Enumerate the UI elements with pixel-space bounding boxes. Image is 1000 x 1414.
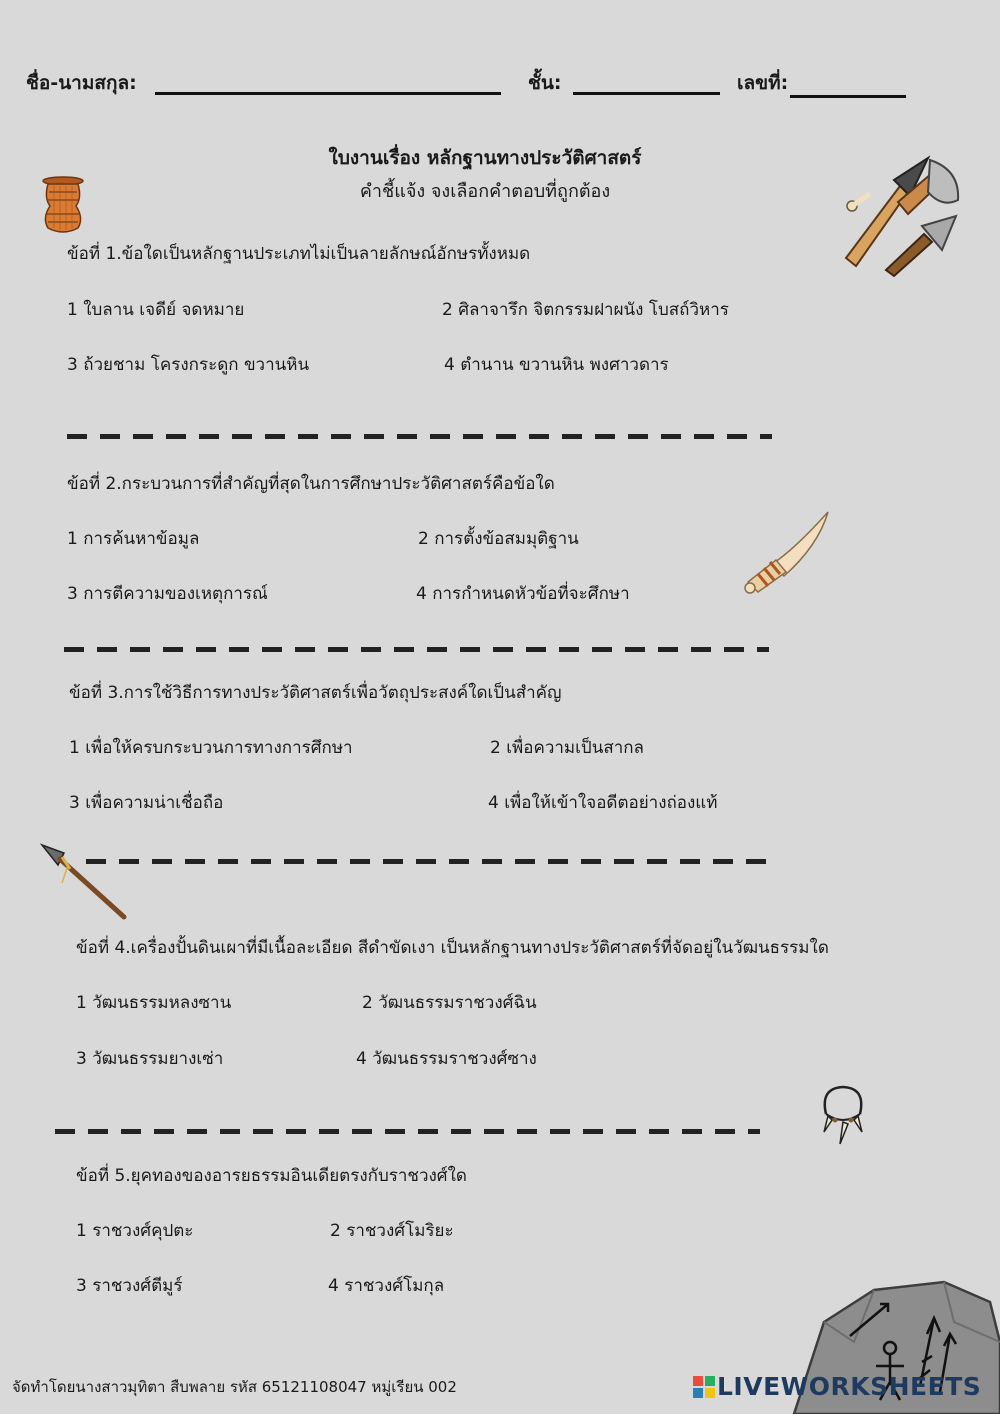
q5-option-2[interactable]: 2 ราชวงศ์โมริยะ (330, 1221, 454, 1241)
brand-text: LIVEWORKSHEETS (717, 1372, 982, 1401)
name-input-line[interactable] (155, 92, 501, 95)
divider-2 (64, 647, 769, 652)
question-4: ข้อที่ 4.เครื่องปั้นดินเผาที่มีเนื้อละเอียด สีดำขัดเงา เป็นหลักฐานทางประวัติศาสตร์ที่จัดอยู่ในวัฒนธรรมใด (76, 938, 829, 958)
question-2: ข้อที่ 2.กระบวนการที่สำคัญที่สุดในการศึกษาประวัติศาสตร์คือข้อใด (67, 474, 555, 494)
q1-option-3[interactable]: 3 ถ้วยชาม โครงกระดูก ขวานหิน (67, 355, 310, 375)
class-input-line[interactable] (573, 92, 720, 95)
divider-3 (86, 859, 766, 864)
question-1: ข้อที่ 1.ข้อใดเป็นหลักฐานประเภทไม่เป็นลายลักษณ์อักษรทั้งหมด (67, 244, 531, 264)
question-3: ข้อที่ 3.การใช้วิธีการทางประวัติศาสตร์เพื่อวัตถุประสงค์ใดเป็นสำคัญ (69, 683, 562, 703)
q2-option-4[interactable]: 4 การกำหนดหัวข้อที่จะศึกษา (416, 584, 630, 604)
q5-option-3[interactable]: 3 ราชวงศ์ตีมูร์ (76, 1276, 183, 1296)
q4-option-3[interactable]: 3 วัฒนธรรมยางเซ่า (76, 1049, 224, 1069)
q3-option-3[interactable]: 3 เพื่อความน่าเชื่อถือ (69, 793, 224, 813)
question-5: ข้อที่ 5.ยุคทองของอารยธรรมอินเดียตรงกับราชวงศ์ใด (76, 1166, 467, 1186)
q3-option-2[interactable]: 2 เพื่อความเป็นสากล (490, 738, 644, 758)
q1-option-1[interactable]: 1 ใบลาน เจดีย์ จดหมาย (67, 300, 245, 320)
q5-option-4[interactable]: 4 ราชวงศ์โมกุล (328, 1276, 445, 1296)
q5-option-1[interactable]: 1 ราชวงศ์คุปตะ (76, 1221, 194, 1241)
stone-tools-icon (838, 150, 964, 278)
name-label: ชื่อ-นามสกุล: (26, 72, 137, 94)
q3-option-1[interactable]: 1 เพื่อให้ครบกระบวนการทางการศึกษา (69, 738, 353, 758)
bone-knife-icon (742, 510, 830, 594)
class-label: ชั้น: (528, 72, 562, 94)
q4-option-1[interactable]: 1 วัฒนธรรมหลงซาน (76, 993, 232, 1013)
q2-option-3[interactable]: 3 การตีความของเหตุการณ์ (67, 584, 268, 604)
number-label: เลขที่: (737, 72, 789, 94)
vase-icon (40, 176, 86, 234)
q1-option-4[interactable]: 4 ตำนาน ขวานหิน พงศาวดาร (444, 355, 669, 375)
liveworksheets-logo[interactable] (693, 1372, 981, 1401)
q4-option-2[interactable]: 2 วัฒนธรรมราชวงศ์ฉิน (362, 993, 537, 1013)
divider-4 (55, 1129, 760, 1134)
footer-credit: จัดทำโดยนางสาวมุทิตา สืบพลาย รหัส 65121108047 หมู่เรียน 002 (12, 1378, 457, 1396)
q1-option-2[interactable]: 2 ศิลาจารึก จิตกรรมฝาผนัง โบสถ์วิหาร (442, 300, 729, 320)
q4-option-4[interactable]: 4 วัฒนธรรมราชวงศ์ซาง (356, 1049, 537, 1069)
spear-icon (40, 843, 130, 923)
page-title: ใบงานเรื่อง หลักฐานทางประวัติศาสตร์ (328, 147, 642, 169)
q3-option-4[interactable]: 4 เพื่อให้เข้าใจอดีตอย่างถ่องแท้ (488, 793, 718, 813)
number-input-line[interactable] (790, 95, 906, 98)
q2-option-1[interactable]: 1 การค้นหาข้อมูล (67, 529, 200, 549)
instruction: คำชี้แจ้ง จงเลือกคำตอบที่ถูกต้อง (359, 181, 611, 202)
divider-1 (67, 434, 772, 439)
q2-option-2[interactable]: 2 การตั้งข้อสมมุติฐาน (418, 529, 579, 549)
liveworksheets-mark-icon (693, 1376, 715, 1398)
tooth-necklace-icon (818, 1084, 868, 1148)
